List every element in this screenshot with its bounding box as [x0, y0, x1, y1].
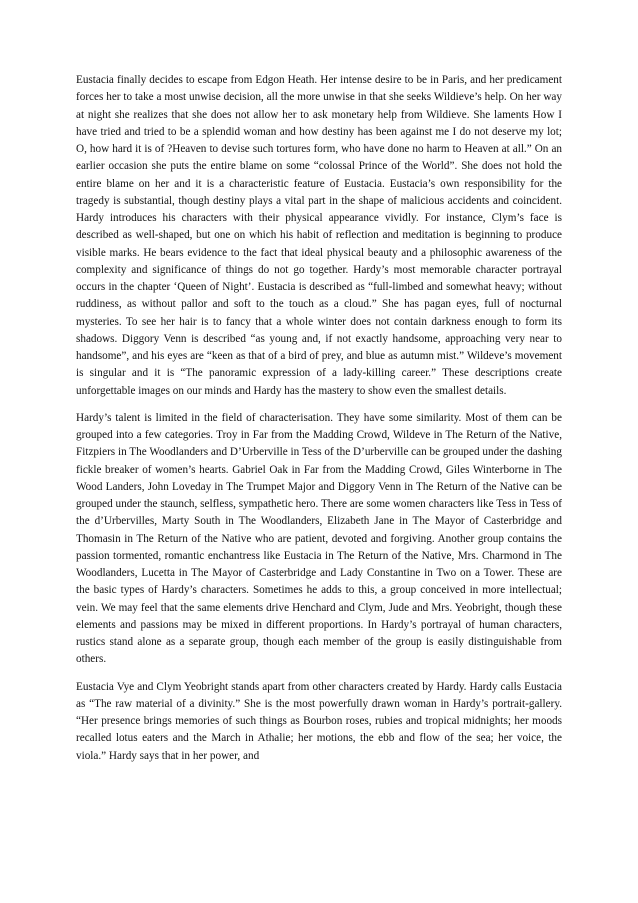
- paragraph-eustacia-clym: Eustacia Vye and Clym Yeobright stands apart from other characters created by Hardy. Hardy calls Eustacia as “The raw material of a divinity.” She is the most powerfully drawn woman in Hardy’s portrait-gallery. “Her presence brings memories of such things as Bourbon roses, rubies and tropical midnights; her moods recalled lotus eaters and the March in Athalie; her motions, the ebb and flow of the sea; her voice, the viola.” Hardy says that in her power, and: [76, 680, 562, 762]
- document-page: [76, 72, 562, 775]
- paragraph-characterisation-types: Hardy’s talent is limited in the field of characterisation. They have some similarity. Most of them can be grouped into a few categories. Troy in Far from the Madding Crowd, Wildeve in The Return of the Native, Fitzpiers in The Woodlanders and D’Urberville in Tess of the D’urberville can be grouped under the dashing fickle breaker of women’s hearts. Gabriel Oak in Far from the Madding Crowd, Giles Winterborne in The Wood Landers, John Loveday in The Trumpet Major and Diggory Venn in The Return of the Native can be grouped under the staunch, selfless, sympathetic hero. There are some women characters like Tess in Tess of the d’Urbervilles, Marty South in The Woodlanders, Elizabeth Jane in The Mayor of Casterbridge and Thomasin in The Return of the Native who are patient, devoted and forgiving. Another group contains the passion tormented, romantic enchantress like Eustacia in The Return of the Native, Mrs. Charmond in The Woodlanders, Lucetta in The Mayor of Casterbridge and Lady Constantine in Two on a Tower. These are the basic types of Hardy’s characters. Sometimes he adds to this, a group conceived in more intellectual; vein. We may feel that the same elements drive Henchard and Clym, Jude and Mrs. Yeobright, though these elements and passions may be mixed in different proportions. In Hardy’s portrayal of human characters, rustics stand alone as a separate group, though each member of the group is easily distinguishable from others.: [76, 411, 562, 666]
- paragraph-eustacia-escape: Eustacia finally decides to escape from Edgon Heath. Her intense desire to be in Paris, and her predicament forces her to take a most unwise decision, all the more unwise in that she seeks Wildieve’s help. On her way at night she realizes that she does not allow her to ask monetary help from Wildieve. She laments How I have tried and tried to be a splendid woman and how destiny has been against me I do not deserve my lot; O, how hard it is of ?Heaven to devise such tortures form, who have done no harm to Heaven at all.” On an earlier occasion she puts the entire blame on some “colossal Prince of the World”. She does not hold the entire blame on her and it is a characteristic feature of Eustacia. Eustacia’s own responsibility for the tragedy is substantial, though destiny plays a vital part in the shape of malicious accidents and coincident. Hardy introduces his characters with their physical appearance vividly. For instance, Clym’s face is described as well-shaped, but one on which his habit of reflection and meditation is beginning to produce visible marks. He bears evidence to the fact that ideal physical beauty and a philosophic awareness of the complexity and significance of things do not go together. Hardy’s most memorable character portrayal occurs in the chapter ‘Queen of Night’. Eustacia is described as “full-limbed and somewhat heavy; without ruddiness, as without pallor and soft to the touch as a cloud.” She has pagan eyes, full of nocturnal mysteries. To see her hair is to fancy that a whole winter does not contain darkness enough to form its shadows. Diggory Venn is described “as young and, if not exactly handsome, approaching very near to handsome”, and his eyes are “keen as that of a bird of prey, and blue as autumn mist.” Wildeve’s movement is singular and it is “The panoramic expression of a lady-killing career.” These descriptions create unforgettable images on our minds and Hardy has the mastery to show even the smallest details.: [76, 74, 562, 397]
